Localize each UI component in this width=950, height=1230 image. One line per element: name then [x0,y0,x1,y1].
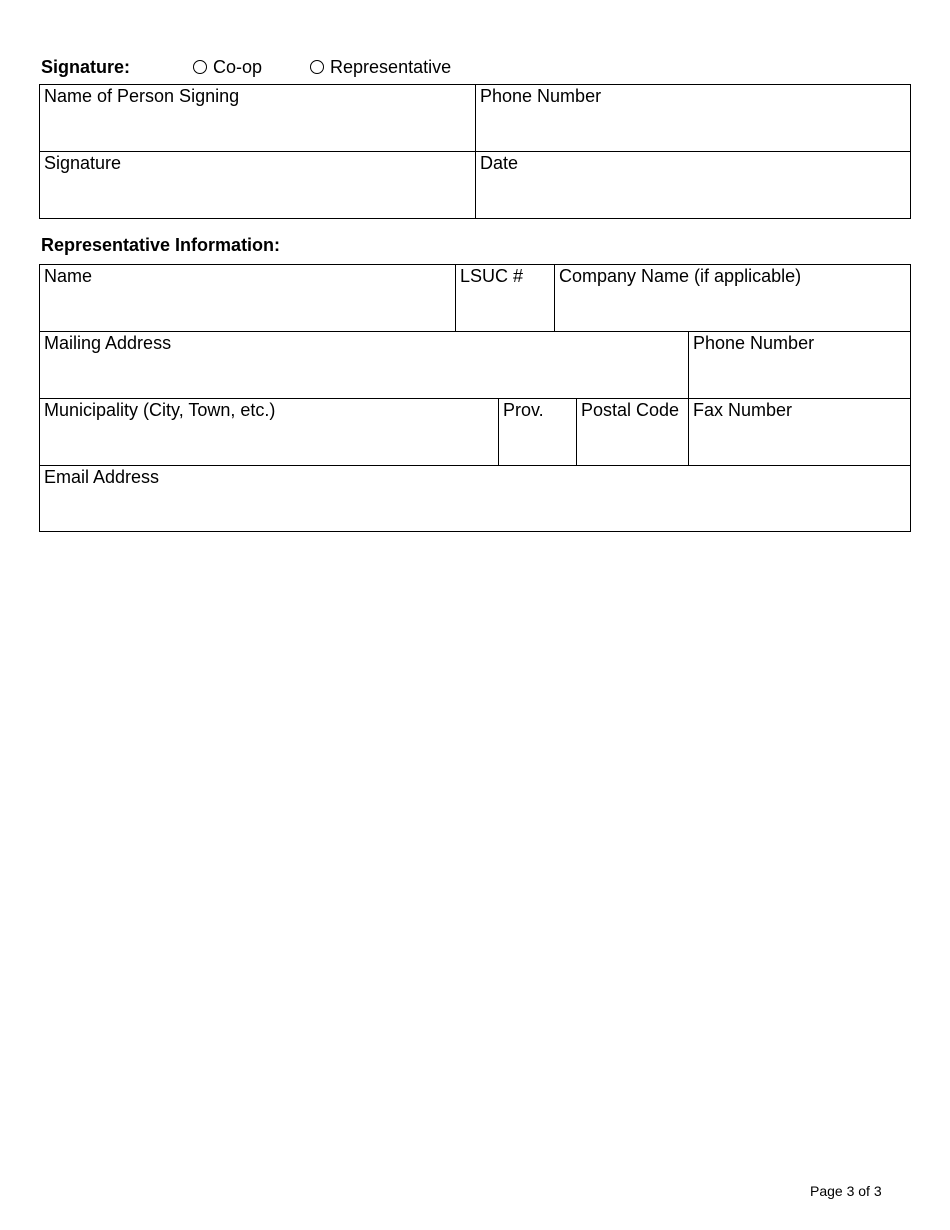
coop-radio-option[interactable] [193,57,262,78]
representative-radio-label: Representative [330,56,452,77]
name-of-person-signing-field[interactable] [40,85,476,152]
date-field[interactable] [476,152,911,219]
representative-info-table [39,264,911,532]
fax-number-label: Fax Number [693,400,793,420]
rep-name-label: Name [44,266,93,286]
email-address-field[interactable] [40,466,911,532]
province-label: Prov. [503,400,544,420]
representative-info-title: Representative Information: [41,235,281,255]
date-field-label: Date [480,153,519,173]
lsuc-number-label: LSUC # [460,266,524,286]
signer-phone-number-field[interactable] [476,85,911,152]
name-of-person-signing-label: Name of Person Signing [44,86,240,106]
mailing-address-label: Mailing Address [44,333,172,353]
page-number: Page 3 of 3 [810,1183,882,1199]
signature-field-label: Signature [44,153,122,173]
lsuc-number-field[interactable] [456,265,555,332]
representative-radio-button[interactable] [310,60,324,74]
email-address-label: Email Address [44,467,160,487]
coop-radio-label: Co-op [213,56,263,77]
municipality-field[interactable] [40,399,499,466]
rep-phone-number-field[interactable] [689,332,911,399]
rep-name-field[interactable] [40,265,456,332]
mailing-address-field[interactable] [40,332,689,399]
signature-label: Signature: [41,56,131,77]
municipality-label: Municipality (City, Town, etc.) [44,400,276,420]
signature-field[interactable] [40,152,476,219]
postal-code-label: Postal Code [581,400,680,420]
signature-type-row [41,56,451,78]
representative-radio-option[interactable] [310,57,451,78]
fax-number-field[interactable] [689,399,911,466]
province-field[interactable] [499,399,577,466]
signature-table [39,84,911,219]
signer-phone-number-label: Phone Number [480,86,602,106]
rep-phone-number-label: Phone Number [693,333,815,353]
company-name-field[interactable] [555,265,911,332]
postal-code-field[interactable] [577,399,689,466]
coop-radio-button[interactable] [193,60,207,74]
company-name-label: Company Name (if applicable) [559,266,802,286]
